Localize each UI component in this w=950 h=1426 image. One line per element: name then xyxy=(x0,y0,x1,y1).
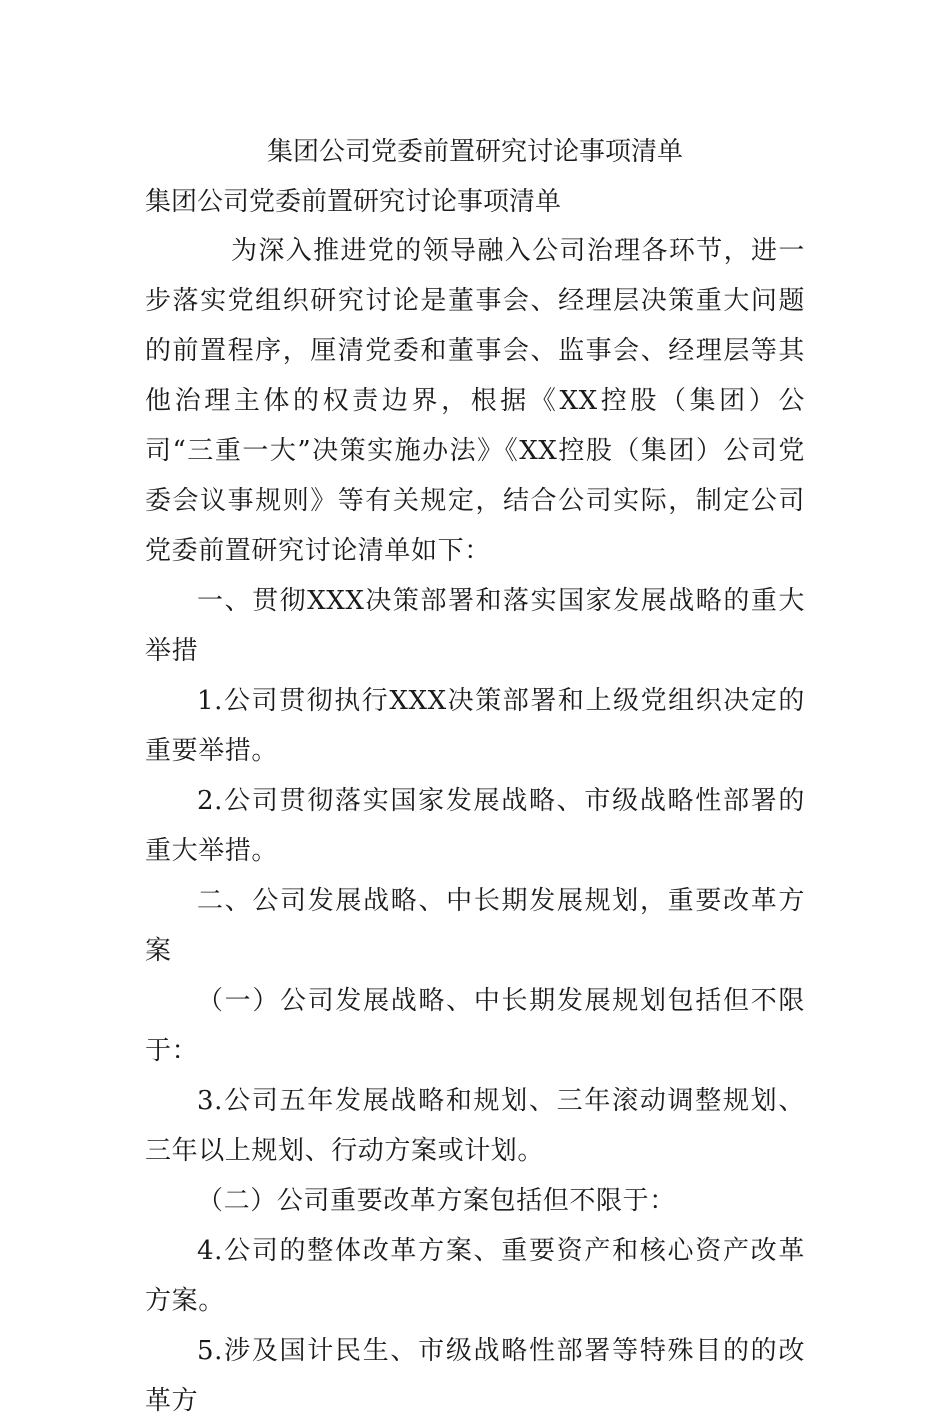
item-4: 4.公司的整体改革方案、重要资产和核心资产改革方案。 xyxy=(145,1236,805,1316)
document-body xyxy=(145,226,805,1426)
item-3: 3.公司五年发展战略和规划、三年滚动调整规划、三年以上规划、行动方案或计划。 xyxy=(145,1086,805,1166)
item-1: 1.公司贯彻执行XXX决策部署和上级党组织决定的重要举措。 xyxy=(145,686,805,766)
document-title: 集团公司党委前置研究讨论事项清单 xyxy=(266,137,683,167)
item-2: 2.公司贯彻落实国家发展战略、市级战略性部署的重大举措。 xyxy=(145,786,805,866)
item-5: 5.涉及国计民生、市级战略性部署等特殊目的的改革方 xyxy=(145,1336,805,1416)
subsection-heading-2: （二）公司重要改革方案包括但不限于： xyxy=(197,1186,676,1216)
section-heading-1: 一、贯彻XXX决策部署和落实国家发展战略的重大举措 xyxy=(145,586,805,666)
section-heading-2: 二、公司发展战略、中长期发展规划，重要改革方案 xyxy=(145,886,805,966)
subsection-heading-1: （一）公司发展战略、中长期发展规划包括但不限于： xyxy=(145,986,805,1066)
intro-paragraph: 为深入推进党的领导融入公司治理各环节，进一步落实党组织研究讨论是董事会、经理层决策重大问题的前置程序，厘清党委和董事会、监事会、经理层等其他治理主体的权责边界，根据《XX控股（集团）公司“三重一大”决策实施办法》《XX控股（集团）公司党委会议事规则》等有关规定，结合公司实际，制定公司党委前置研究讨论清单如下： xyxy=(145,236,805,566)
document-subtitle: 集团公司党委前置研究讨论事项清单 xyxy=(145,187,562,217)
